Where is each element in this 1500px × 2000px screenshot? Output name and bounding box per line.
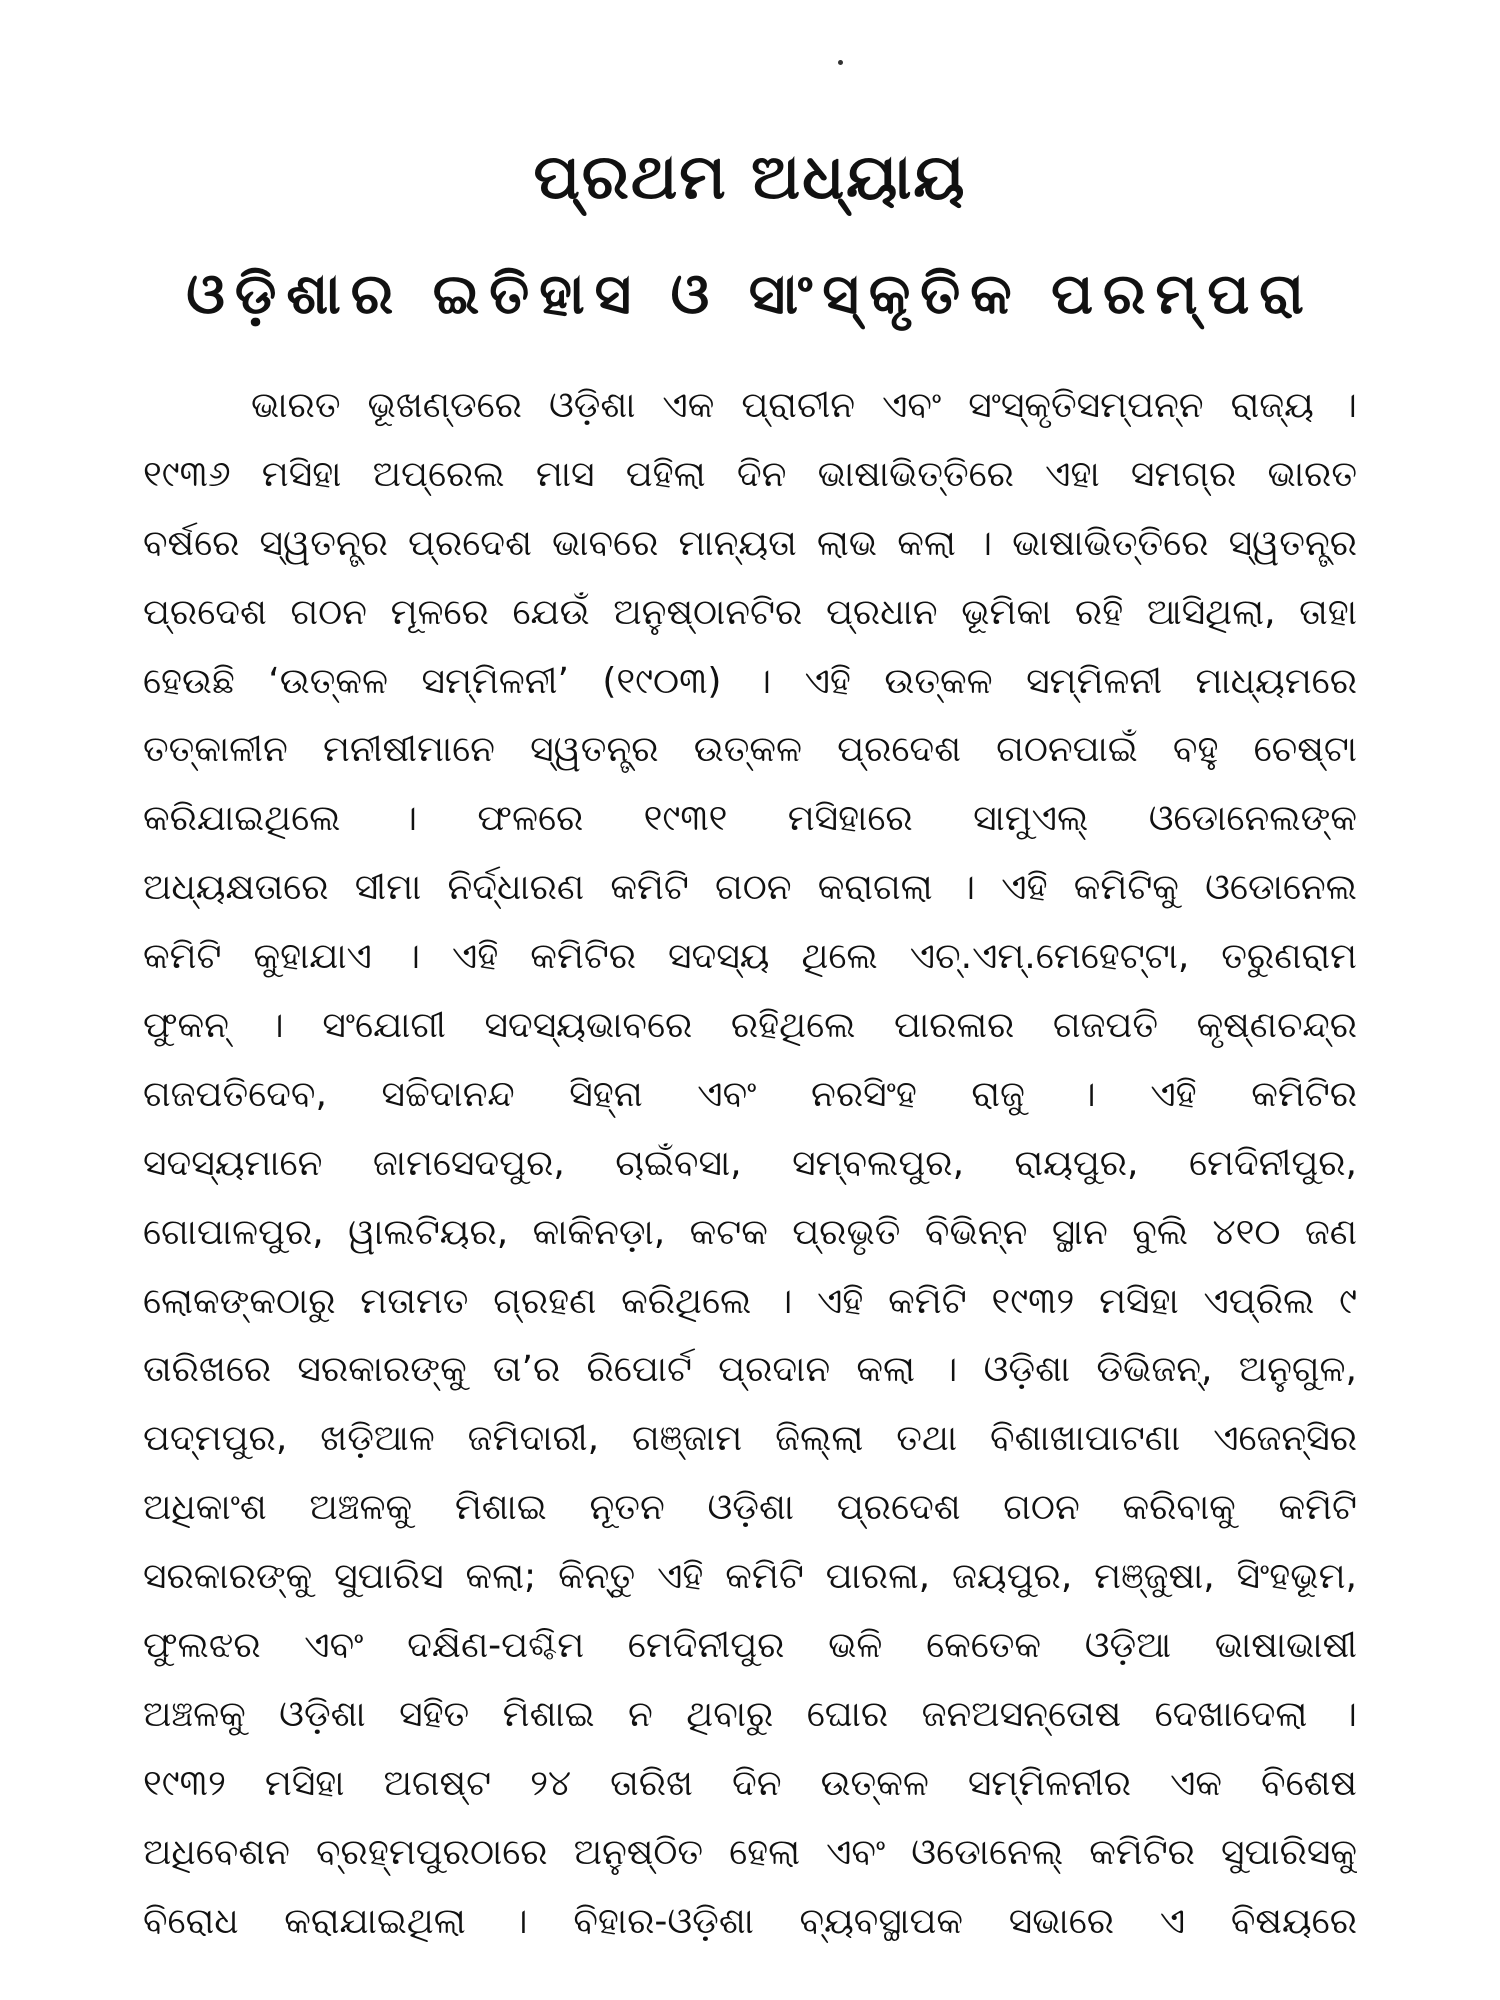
body-line: ହେଉଛି ‘ଉତ୍କଳ ସମ୍ମିଳନୀ’ (୧୯୦୩) । ଏହି ଉତ୍କଳ ସମ୍ମିଳନୀ ମାଧ୍ୟମରେ <box>143 660 1357 702</box>
body-line: ୧୯୩୨ ମସିହା ଅଗଷ୍ଟ ୨୪ ତାରିଖ ଦିନ ଉତ୍କଳ ସମ୍ମିଳନୀର ଏକ ବିଶେଷ <box>143 1762 1357 1804</box>
body-line: ଫୁଲଝର ଏବଂ ଦକ୍ଷିଣ-ପଶ୍ଚିମ ମେଦିନୀପୁର ଭଳି କେତେକ ଓଡ଼ିଆ ଭାଷାଭାଷୀ <box>143 1625 1357 1667</box>
body-line: ୧୯୩୬ ମସିହା ଅପ୍ରେଲ ମାସ ପହିଲା ଦିନ ଭାଷାଭିତ୍ତିରେ ଏହା ସମଗ୍ର ଭାରତ <box>143 453 1357 495</box>
body-line: ଅଧିବେଶନ ବ୍ରହ୍ମପୁରଠାରେ ଅନୁଷ୍ଠିତ ହେଲା ଏବଂ ଓଡୋନେଲ୍ କମିଟିର ସୁପାରିସକୁ <box>143 1831 1357 1873</box>
body-line: ପ୍ରଦେଶ ଗଠନ ମୂଳରେ ଯେଉଁ ଅନୁଷ୍ଠାନଟିର ପ୍ରଧାନ ଭୂମିକା ରହି ଆସିଥିଲା, ତାହା <box>143 591 1357 633</box>
body-line: ଭାରତ ଭୂଖଣ୍ଡରେ ଓଡ଼ିଶା ଏକ ପ୍ରାଚୀନ ଏବଂ ସଂସ୍କୃତିସମ୍ପନ୍ନ ରାଜ୍ୟ । <box>251 385 1357 426</box>
body-line: ତତ୍କାଳୀନ ମନୀଷୀମାନେ ସ୍ୱତନ୍ତ୍ର ଉତ୍କଳ ପ୍ରଦେଶ ଗଠନପାଇଁ ବହୁ ଚେଷ୍ଟା <box>143 729 1357 771</box>
body-line: ଅଞ୍ଚଳକୁ ଓଡ଼ିଶା ସହିତ ମିଶାଇ ନ ଥିବାରୁ ଘୋର ଜନଅସନ୍ତୋଷ ଦେଖାଦେଲା । <box>143 1693 1357 1735</box>
body-line: ଅଧ୍ୟକ୍ଷତାରେ ସୀମା ନିର୍ଦ୍ଧାରଣ କମିଟି ଗଠନ କରାଗଲା । ଏହି କମିଟିକୁ ଓଡୋନେଲ <box>143 867 1357 909</box>
body-line: କମିଟି କୁହାଯାଏ । ଏହି କମିଟିର ସଦସ୍ୟ ଥିଲେ ଏଚ୍.ଏମ୍.ମେହେଟ୍ଟା, ତରୁଣରାମ <box>143 936 1357 978</box>
body-line: ବର୍ଷରେ ସ୍ୱତନ୍ତ୍ର ପ୍ରଦେଶ ଭାବରେ ମାନ୍ୟତା ଲାଭ କଲା । ଭାଷାଭିତ୍ତିରେ ସ୍ୱତନ୍ତ୍ର <box>143 522 1357 564</box>
body-line: ବିରୋଧ କରାଯାଇଥିଲା । ବିହାର-ଓଡ଼ିଶା ବ୍ୟବସ୍ଥାପକ ସଭାରେ ଏ ବିଷୟରେ <box>143 1900 1357 1942</box>
body-line: ଗଜପତିଦେବ, ସଚ୍ଚିଦାନନ୍ଦ ସିହ୍ନା ଏବଂ ନରସିଂହ ରାଜୁ । ଏହି କମିଟିର <box>143 1073 1357 1115</box>
chapter-heading: ପ୍ରଥମ ଅଧ୍ୟାୟ <box>533 140 967 213</box>
body-line: ସଦସ୍ୟମାନେ ଜାମସେଦପୁର, ଚାଇଁବସା, ସମ୍ବଲପୁର, ରାୟପୁର, ମେଦିନୀପୁର, <box>143 1142 1357 1184</box>
body-line: ଫୁକନ୍ । ସଂଯୋଗୀ ସଦସ୍ୟଭାବରେ ରହିଥିଲେ ପାରଳାର ଗଜପତି କୃଷ୍ଣଚନ୍ଦ୍ର <box>143 1005 1357 1047</box>
print-speck <box>838 60 843 65</box>
body-line: କରିଯାଇଥିଲେ । ଫଳରେ ୧୯୩୧ ମସିହାରେ ସାମୁଏଲ୍ ଓଡୋନେଲଙ୍କ <box>143 798 1357 840</box>
body-text <box>143 376 1357 1960</box>
body-line: ଅଧିକାଂଶ ଅଞ୍ଚଳକୁ ମିଶାଇ ନୂତନ ଓଡ଼ିଶା ପ୍ରଦେଶ ଗଠନ କରିବାକୁ କମିଟି <box>143 1487 1357 1529</box>
body-line: ପଦ୍ମପୁର, ଖଡ଼ିଆଳ ଜମିଦାରୀ, ଗଞ୍ଜାମ ଜିଲ୍ଲା ତଥା ବିଶାଖାପାଟଣା ଏଜେନ୍ସିର <box>143 1418 1357 1460</box>
body-line: ତାରିଖରେ ସରକାରଙ୍କୁ ତା’ର ରିପୋର୍ଟ ପ୍ରଦାନ କଲା । ଓଡ଼ିଶା ଡିଭିଜନ୍, ଅନୁଗୁଳ, <box>143 1349 1357 1391</box>
body-line: ଲୋକଙ୍କଠାରୁ ମତାମତ ଗ୍ରହଣ କରିଥିଲେ । ଏହି କମିଟି ୧୯୩୨ ମସିହା ଏପ୍ରିଲ ୯ <box>143 1280 1357 1322</box>
body-line: ସରକାରଙ୍କୁ ସୁପାରିସ କଲା; କିନ୍ତୁ ଏହି କମିଟି ପାରଳା, ଜୟପୁର, ମଞ୍ଜୁଷା, ସିଂହଭୂମ, <box>143 1556 1357 1598</box>
body-line: ଗୋପାଳପୁର, ୱାଲଟିୟର, କାକିନଡ଼ା, କଟକ ପ୍ରଭୃତି ବିଭିନ୍ନ ସ୍ଥାନ ବୁଲି ୪୧୦ ଜଣ <box>143 1211 1357 1253</box>
chapter-title: ଓଡ଼ିଶାର ଇତିହାସ ଓ ସାଂସ୍କୃତିକ ପରମ୍ପରା <box>186 262 1314 327</box>
